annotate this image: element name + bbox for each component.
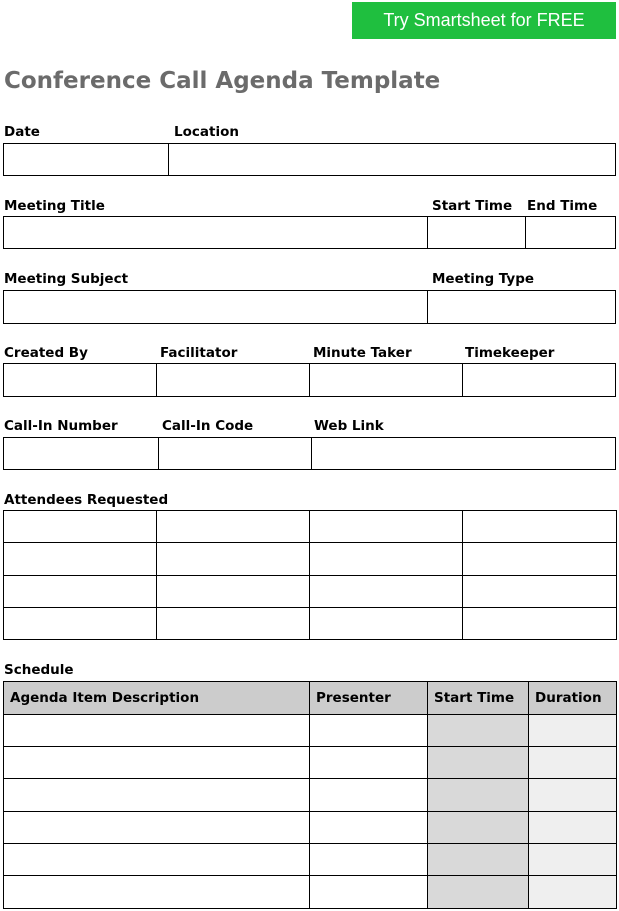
table-row xyxy=(4,543,617,576)
timekeeper-field[interactable] xyxy=(463,364,615,396)
attendee-cell[interactable] xyxy=(310,543,463,576)
presenter-cell[interactable] xyxy=(310,779,428,812)
date-label: Date xyxy=(4,124,40,140)
start-time-cell[interactable] xyxy=(428,844,529,876)
table-row xyxy=(4,576,617,608)
meeting-type-label: Meeting Type xyxy=(432,271,535,287)
table-row xyxy=(4,747,617,779)
duration-cell[interactable] xyxy=(529,715,617,747)
header-start-time: Start Time xyxy=(428,682,529,715)
schedule-header-row xyxy=(4,682,617,715)
meeting-subject-label: Meeting Subject xyxy=(4,271,129,287)
attendee-cell[interactable] xyxy=(157,608,310,640)
agenda-item-cell[interactable] xyxy=(4,844,310,876)
presenter-cell[interactable] xyxy=(310,876,428,909)
attendee-cell[interactable] xyxy=(463,511,617,543)
start-time-label: Start Time xyxy=(432,198,513,214)
attendee-cell[interactable] xyxy=(463,576,617,608)
page-title: Conference Call Agenda Template xyxy=(4,68,441,94)
location-field[interactable] xyxy=(169,144,615,175)
web-link-field[interactable] xyxy=(312,438,615,469)
duration-cell[interactable] xyxy=(529,747,617,779)
attendee-cell[interactable] xyxy=(4,576,157,608)
presenter-cell[interactable] xyxy=(310,715,428,747)
table-row xyxy=(4,812,617,844)
schedule-label: Schedule xyxy=(4,662,74,678)
presenter-cell[interactable] xyxy=(310,844,428,876)
created-by-label: Created By xyxy=(4,345,88,361)
created-by-field[interactable] xyxy=(4,364,156,396)
table-row xyxy=(4,511,617,543)
start-time-cell[interactable] xyxy=(428,779,529,812)
duration-cell[interactable] xyxy=(529,844,617,876)
header-presenter: Presenter xyxy=(310,682,428,715)
duration-cell[interactable] xyxy=(529,812,617,844)
agenda-item-cell[interactable] xyxy=(4,876,310,909)
call-in-code-field[interactable] xyxy=(159,438,311,469)
date-field[interactable] xyxy=(4,144,168,175)
end-time-field[interactable] xyxy=(526,217,615,248)
header-duration: Duration xyxy=(529,682,617,715)
timekeeper-label: Timekeeper xyxy=(465,345,555,361)
attendee-cell[interactable] xyxy=(463,608,617,640)
presenter-cell[interactable] xyxy=(310,812,428,844)
facilitator-field[interactable] xyxy=(157,364,309,396)
minute-taker-label: Minute Taker xyxy=(313,345,412,361)
duration-cell[interactable] xyxy=(529,779,617,812)
agenda-item-cell[interactable] xyxy=(4,812,310,844)
table-row xyxy=(4,715,617,747)
call-in-number-field[interactable] xyxy=(4,438,158,469)
facilitator-label: Facilitator xyxy=(160,345,238,361)
attendee-cell[interactable] xyxy=(310,576,463,608)
presenter-cell[interactable] xyxy=(310,747,428,779)
web-link-label: Web Link xyxy=(314,418,384,434)
agenda-item-cell[interactable] xyxy=(4,779,310,812)
table-row xyxy=(4,844,617,876)
schedule-table xyxy=(3,681,617,909)
minute-taker-field[interactable] xyxy=(310,364,462,396)
table-row xyxy=(4,876,617,909)
attendee-cell[interactable] xyxy=(310,511,463,543)
start-time-cell[interactable] xyxy=(428,747,529,779)
meeting-title-field[interactable] xyxy=(4,217,427,248)
meeting-type-field[interactable] xyxy=(428,291,615,323)
meeting-subject-field[interactable] xyxy=(4,291,427,323)
attendee-cell[interactable] xyxy=(4,511,157,543)
try-smartsheet-button[interactable]: Try Smartsheet for FREE xyxy=(352,2,616,39)
attendee-cell[interactable] xyxy=(310,608,463,640)
meeting-title-label: Meeting Title xyxy=(4,198,105,214)
attendees-table xyxy=(3,510,617,640)
call-in-code-label: Call-In Code xyxy=(162,418,254,434)
table-row xyxy=(4,779,617,812)
attendee-cell[interactable] xyxy=(4,608,157,640)
agenda-item-cell[interactable] xyxy=(4,715,310,747)
attendees-label: Attendees Requested xyxy=(4,492,169,508)
agenda-item-cell[interactable] xyxy=(4,747,310,779)
start-time-cell[interactable] xyxy=(428,715,529,747)
call-in-number-label: Call-In Number xyxy=(4,418,118,434)
location-label: Location xyxy=(174,124,239,140)
end-time-label: End Time xyxy=(527,198,598,214)
attendee-cell[interactable] xyxy=(157,543,310,576)
start-time-field[interactable] xyxy=(428,217,525,248)
header-agenda-item: Agenda Item Description xyxy=(4,682,310,715)
attendee-cell[interactable] xyxy=(463,543,617,576)
attendee-cell[interactable] xyxy=(157,511,310,543)
duration-cell[interactable] xyxy=(529,876,617,909)
attendee-cell[interactable] xyxy=(4,543,157,576)
attendee-cell[interactable] xyxy=(157,576,310,608)
start-time-cell[interactable] xyxy=(428,876,529,909)
start-time-cell[interactable] xyxy=(428,812,529,844)
table-row xyxy=(4,608,617,640)
